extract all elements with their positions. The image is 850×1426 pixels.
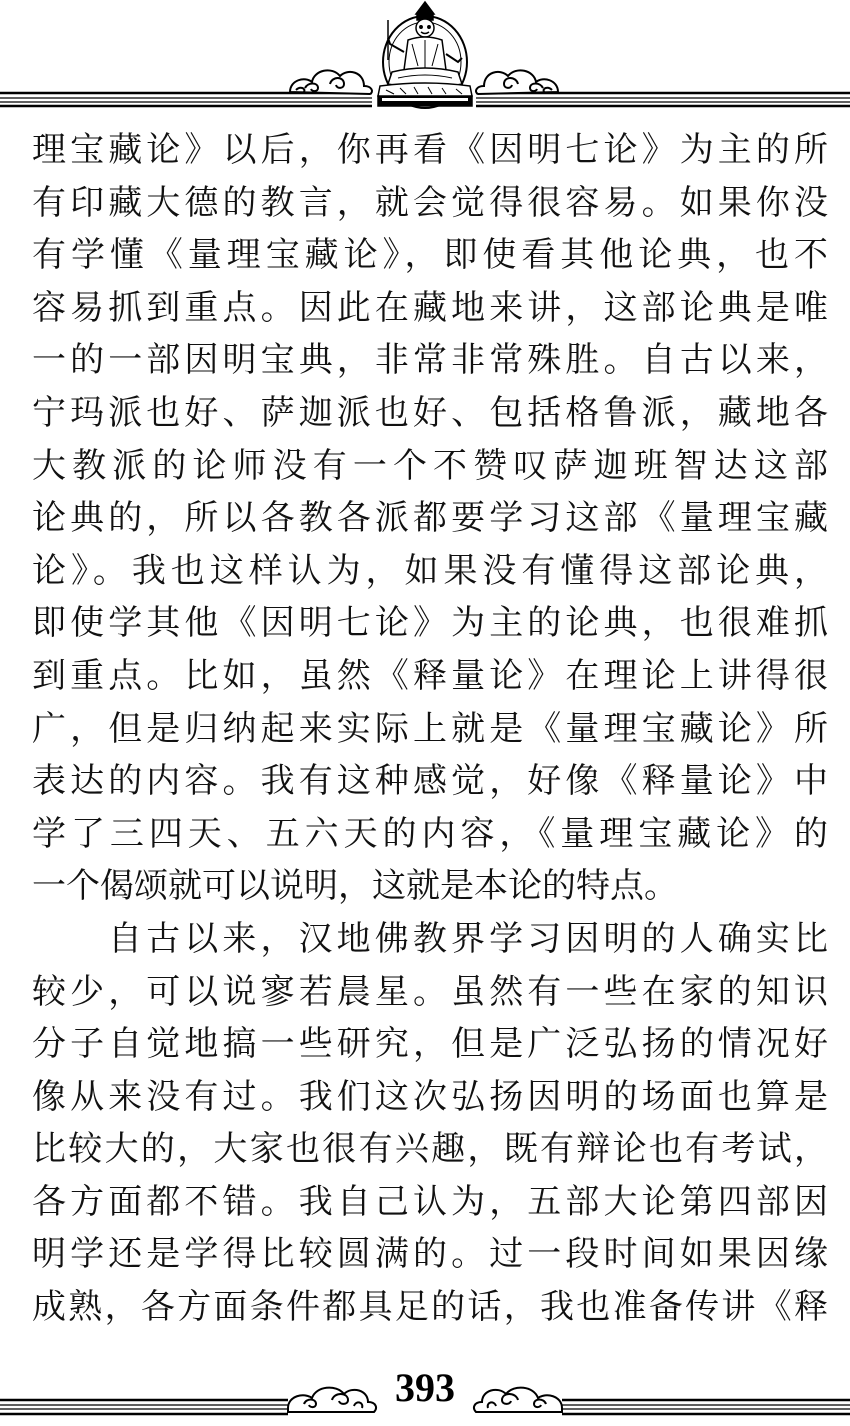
- text-line-paragraph-end: 一个偈颂就可以说明，这就是本论的特点。: [32, 866, 678, 907]
- text-line: 各方面都不错。我自己认为，五部大论第四部因: [32, 1181, 828, 1222]
- text-line: 大教派的论师没有一个不赞叹萨迦班智达这部: [32, 445, 828, 486]
- text-line-paragraph-start: 自古以来，汉地佛教界学习因明的人确实比: [108, 918, 828, 959]
- text-line: 明学还是学得比较圆满的。过一段时间如果因缘: [32, 1234, 828, 1275]
- text-line: 论》。我也这样认为，如果没有懂得这部论典，: [32, 550, 828, 591]
- header-rule-left: [0, 93, 372, 106]
- text-line: 即使学其他《因明七论》为主的论典，也很难抓: [32, 603, 828, 644]
- text-line: 学了三四天、五六天的内容，《量理宝藏论》的: [32, 813, 828, 854]
- page-footer: [0, 1350, 850, 1426]
- text-line: 到重点。比如，虽然《释量论》在理论上讲得很: [32, 655, 828, 696]
- text-line: 分子自觉地搞一些研究，但是广泛弘扬的情况好: [32, 1024, 828, 1065]
- buddha-figure-icon: [378, 2, 472, 108]
- cloud-swirl-icon: [290, 70, 372, 94]
- header-rule-right: [476, 93, 850, 106]
- text-line: 容易抓到重点。因此在藏地来讲，这部论典是唯: [32, 287, 828, 328]
- body-text: [32, 124, 828, 1334]
- text-line: 较少，可以说寥若晨星。虽然有一些在家的知识: [32, 971, 828, 1012]
- cloud-swirl-icon: [476, 70, 558, 94]
- page-header: [0, 0, 850, 115]
- text-line: 有学懂《量理宝藏论》，即使看其他论典，也不: [32, 235, 828, 276]
- text-line: 宁玛派也好、萨迦派也好、包括格鲁派，藏地各: [32, 392, 828, 433]
- text-line: 有印藏大德的教言，就会觉得很容易。如果你没: [32, 182, 828, 223]
- text-line: 比较大的，大家也很有兴趣，既有辩论也有考试，: [32, 1129, 828, 1170]
- text-line: 像从来没有过。我们这次弘扬因明的场面也算是: [32, 1076, 828, 1117]
- text-line: 广，但是归纳起来实际上就是《量理宝藏论》所: [32, 708, 828, 749]
- text-line: 论典的，所以各教各派都要学习这部《量理宝藏: [32, 498, 828, 539]
- text-line: 一的一部因明宝典，非常非常殊胜。自古以来，: [32, 340, 828, 381]
- header-ornament: [0, 0, 850, 115]
- text-line: 理宝藏论》以后，你再看《因明七论》为主的所: [32, 130, 828, 170]
- page-number: 393: [395, 1365, 455, 1410]
- text-line: 成熟，各方面条件都具足的话，我也准备传讲《释: [32, 1287, 828, 1328]
- text-line: 表达的内容。我有这种感觉，好像《释量论》中: [32, 761, 828, 802]
